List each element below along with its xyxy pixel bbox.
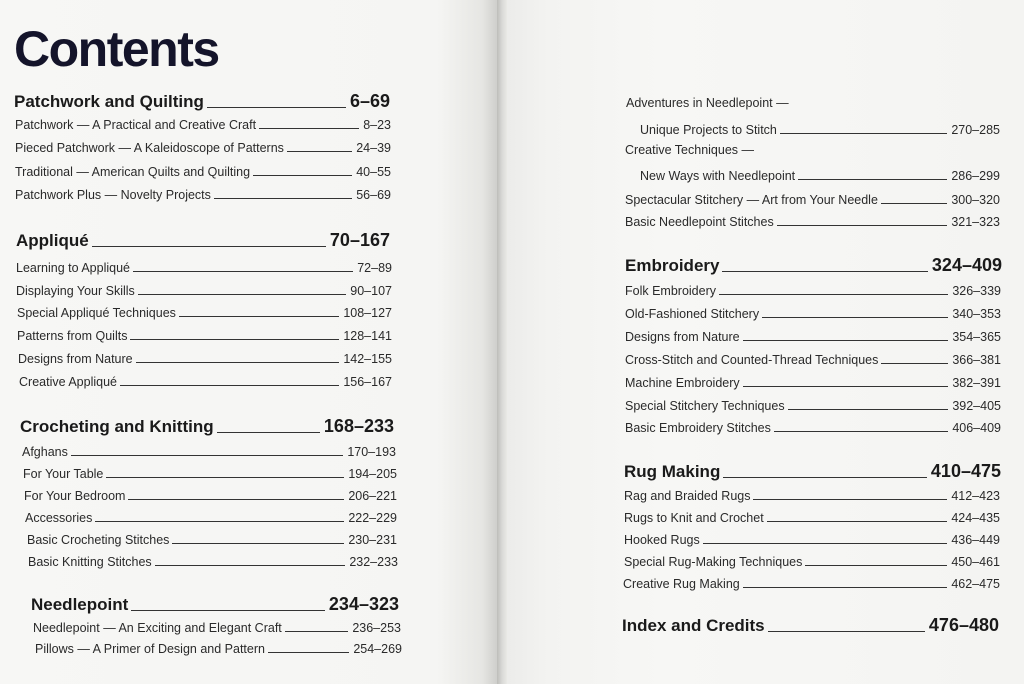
toc-item — [15, 163, 391, 179]
item-label: New Ways with Needlepoint — [640, 169, 796, 183]
item-pages: 232–233 — [349, 555, 398, 569]
item-pages: 382–391 — [952, 376, 1001, 390]
section-pages: 70–167 — [329, 230, 390, 250]
item-pages: 142–155 — [343, 352, 392, 366]
section-title: Appliqué — [16, 231, 89, 250]
section-pages: 324–409 — [931, 255, 1002, 275]
section-title: Index and Credits — [622, 616, 765, 635]
toc-item — [624, 487, 1000, 503]
toc-item — [23, 465, 397, 481]
item-label: Patchwork — A Practical and Creative Craft — [15, 118, 257, 132]
section-applique — [16, 229, 390, 251]
item-pages: 412–423 — [951, 489, 1000, 503]
leader-line — [217, 432, 320, 433]
leader-line — [253, 175, 352, 176]
item-pages: 450–461 — [951, 555, 1000, 569]
item-pages: 326–339 — [952, 284, 1001, 298]
item-pages: 56–69 — [356, 188, 391, 202]
item-label: For Your Table — [23, 467, 104, 481]
item-pages: 436–449 — [951, 533, 1000, 547]
item-label: Spectacular Stitchery — Art from Your Needle — [625, 193, 878, 207]
toc-item — [625, 328, 1001, 344]
item-pages: 72–89 — [357, 261, 392, 275]
toc-item — [625, 351, 1001, 367]
item-label: Basic Needlepoint Stitches — [625, 215, 774, 229]
leader-line — [133, 271, 353, 272]
leader-line — [743, 340, 949, 341]
item-label: Basic Crocheting Stitches — [27, 533, 170, 547]
item-label: Learning to Appliqué — [16, 261, 130, 275]
leader-line — [287, 151, 352, 152]
toc-item — [625, 191, 1000, 207]
section-title: Crocheting and Knitting — [20, 417, 214, 436]
item-pages: 230–231 — [348, 533, 397, 547]
item-pages: 424–435 — [951, 511, 1000, 525]
item-label: Displaying Your Skills — [16, 284, 135, 298]
leader-line — [95, 521, 344, 522]
toc-item — [625, 419, 1001, 435]
toc-item — [625, 213, 1000, 229]
item-pages: 156–167 — [343, 375, 392, 389]
section-title: Rug Making — [624, 462, 721, 481]
item-pages: 128–141 — [343, 329, 392, 343]
leader-line — [719, 294, 948, 295]
item-label: For Your Bedroom — [24, 489, 126, 503]
item-label: Special Rug-Making Techniques — [624, 555, 803, 569]
leader-line — [780, 133, 947, 134]
toc-item — [27, 531, 397, 547]
contents-heading: Contents — [14, 21, 219, 77]
leader-line — [128, 499, 344, 500]
item-label: Special Appliqué Techniques — [17, 306, 176, 320]
item-pages: 236–253 — [352, 621, 401, 635]
toc-item — [35, 640, 402, 656]
leader-line — [881, 363, 948, 364]
section-title: Patchwork and Quilting — [14, 92, 204, 111]
section-rug-making — [624, 460, 1001, 482]
toc-item — [16, 259, 392, 275]
leader-line — [774, 431, 948, 432]
toc-item — [623, 575, 1000, 591]
item-pages: 270–285 — [951, 123, 1000, 137]
item-pages: 354–365 — [952, 330, 1001, 344]
item-label: Special Stitchery Techniques — [625, 399, 785, 413]
toc-item — [625, 282, 1001, 298]
item-label: Patterns from Quilts — [17, 329, 128, 343]
item-pages: 340–353 — [952, 307, 1001, 321]
item-label: Creative Appliqué — [19, 375, 117, 389]
item-label: Folk Embroidery — [625, 284, 716, 298]
item-label: Cross-Stitch and Counted-Thread Techniques — [625, 353, 879, 367]
item-label: Basic Knitting Stitches — [28, 555, 152, 569]
item-pages: 8–23 — [363, 118, 391, 132]
book-gutter — [497, 0, 507, 684]
item-pages: 90–107 — [350, 284, 392, 298]
leader-line — [214, 198, 352, 199]
item-label: Pieced Patchwork — A Kaleidoscope of Patterns — [15, 141, 284, 155]
item-pages: 40–55 — [356, 165, 391, 179]
toc-item — [15, 139, 391, 155]
section-pages: 234–323 — [328, 594, 399, 614]
item-label: Machine Embroidery — [625, 376, 740, 390]
item-pages: 462–475 — [951, 577, 1000, 591]
section-pages: 6–69 — [349, 91, 390, 111]
item-pages: 206–221 — [348, 489, 397, 503]
leader-line — [136, 362, 340, 363]
right-page — [507, 0, 1024, 684]
leader-line — [71, 455, 343, 456]
leader-line — [798, 179, 947, 180]
toc-item — [625, 397, 1001, 413]
leader-line — [805, 565, 947, 566]
item-label: Basic Embroidery Stitches — [625, 421, 771, 435]
leader-line — [130, 339, 339, 340]
leader-line — [743, 386, 949, 387]
item-label: Unique Projects to Stitch — [640, 123, 777, 137]
section-crocheting — [20, 415, 394, 437]
section-patchwork — [14, 90, 390, 112]
item-pages: 170–193 — [347, 445, 396, 459]
toc-item — [15, 186, 391, 202]
toc-item — [16, 282, 392, 298]
leader-line — [106, 477, 344, 478]
leader-line — [767, 521, 948, 522]
item-label: Pillows — A Primer of Design and Pattern — [35, 642, 265, 656]
section-index-credits — [622, 614, 999, 636]
toc-item — [625, 305, 1001, 321]
toc-item — [640, 121, 1000, 137]
item-pages: 321–323 — [951, 215, 1000, 229]
item-label: Rugs to Knit and Crochet — [624, 511, 764, 525]
leader-line — [777, 225, 948, 226]
section-pages: 410–475 — [930, 461, 1001, 481]
toc-item — [19, 373, 392, 389]
leader-line — [285, 631, 349, 632]
toc-item — [25, 509, 397, 525]
leader-line — [131, 610, 325, 611]
leader-line — [120, 385, 339, 386]
item-label: Hooked Rugs — [624, 533, 700, 547]
leader-line — [768, 631, 925, 632]
left-page — [0, 0, 497, 684]
item-pages: 108–127 — [343, 306, 392, 320]
item-label: Patchwork Plus — Novelty Projects — [15, 188, 211, 202]
section-embroidery — [625, 254, 1002, 276]
toc-item — [624, 531, 1000, 547]
item-label: Designs from Nature — [18, 352, 133, 366]
leader-line — [743, 587, 948, 588]
toc-item-line: Creative Techniques — — [625, 143, 755, 157]
section-pages: 476–480 — [928, 615, 999, 635]
toc-item — [24, 487, 397, 503]
item-pages: 222–229 — [348, 511, 397, 525]
item-pages: 406–409 — [952, 421, 1001, 435]
section-needlepoint — [31, 593, 399, 615]
toc-item — [17, 304, 392, 320]
leader-line — [753, 499, 947, 500]
item-label: Afghans — [22, 445, 68, 459]
leader-line — [207, 107, 346, 108]
leader-line — [722, 271, 927, 272]
leader-line — [259, 128, 359, 129]
toc-item-line: Adventures in Needlepoint — — [626, 96, 789, 110]
leader-line — [762, 317, 948, 318]
item-pages: 392–405 — [952, 399, 1001, 413]
toc-item — [17, 327, 392, 343]
item-label: Designs from Nature — [625, 330, 740, 344]
toc-item — [624, 509, 1000, 525]
leader-line — [138, 294, 346, 295]
toc-item — [22, 443, 396, 459]
leader-line — [881, 203, 947, 204]
toc-item — [640, 167, 1000, 183]
section-pages: 168–233 — [323, 416, 394, 436]
toc-item — [18, 350, 392, 366]
item-label: Traditional — American Quilts and Quilting — [15, 165, 251, 179]
leader-line — [703, 543, 948, 544]
toc-item — [28, 553, 398, 569]
item-pages: 366–381 — [952, 353, 1001, 367]
item-pages: 24–39 — [356, 141, 391, 155]
section-title: Embroidery — [625, 256, 720, 275]
item-pages: 286–299 — [951, 169, 1000, 183]
item-label: Rag and Braided Rugs — [624, 489, 751, 503]
leader-line — [172, 543, 344, 544]
section-title: Needlepoint — [31, 595, 129, 614]
item-label: Old-Fashioned Stitchery — [625, 307, 760, 321]
leader-line — [92, 246, 326, 247]
toc-item — [15, 116, 391, 132]
leader-line — [268, 652, 349, 653]
toc-item — [625, 374, 1001, 390]
toc-item — [624, 553, 1000, 569]
item-pages: 300–320 — [951, 193, 1000, 207]
item-label: Needlepoint — An Exciting and Elegant Craft — [33, 621, 282, 635]
item-label: Creative Rug Making — [623, 577, 740, 591]
leader-line — [155, 565, 346, 566]
item-pages: 254–269 — [353, 642, 402, 656]
leader-line — [788, 409, 949, 410]
item-label: Accessories — [25, 511, 93, 525]
leader-line — [723, 477, 927, 478]
toc-item — [33, 619, 401, 635]
leader-line — [179, 316, 339, 317]
item-pages: 194–205 — [348, 467, 397, 481]
